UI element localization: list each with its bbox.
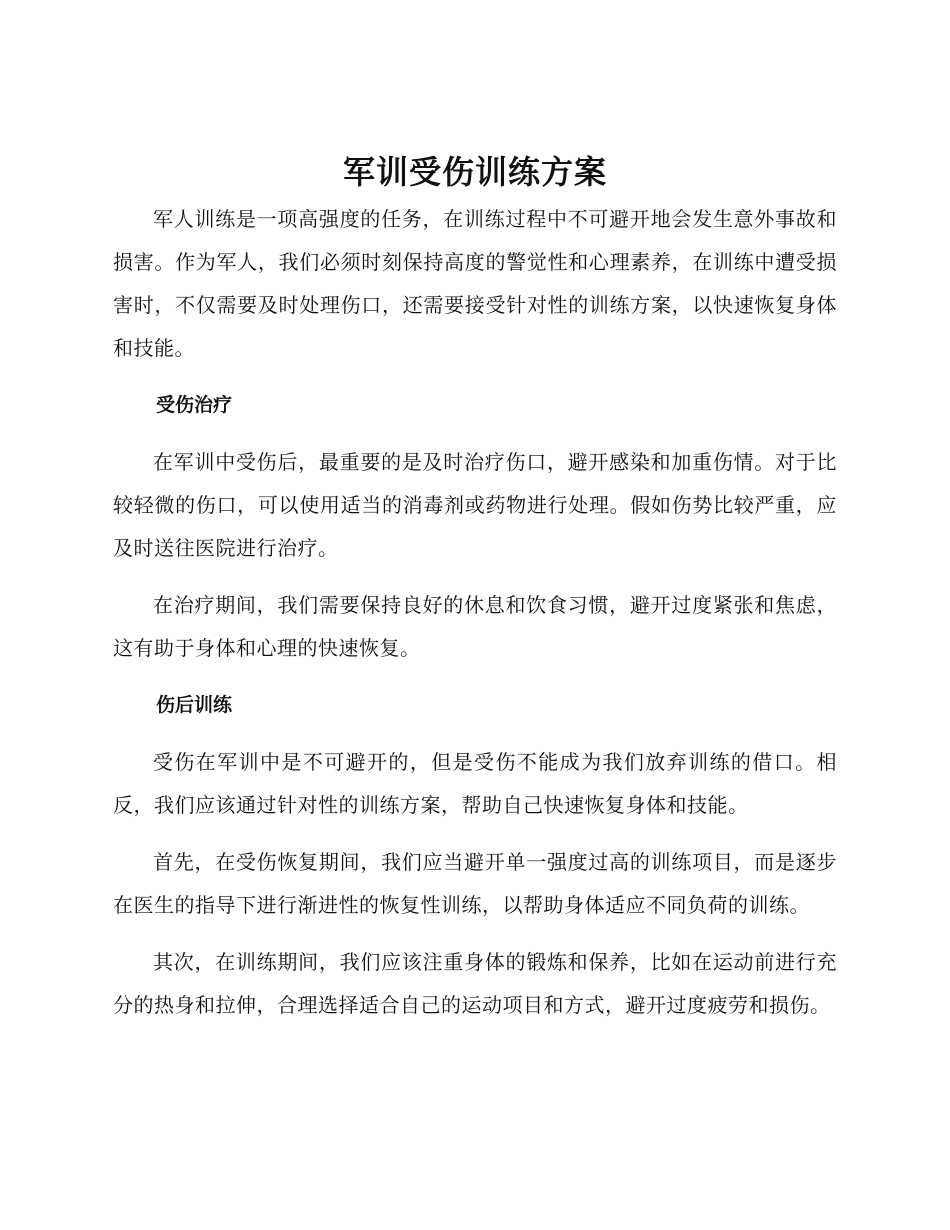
treatment-paragraph-1: 在军训中受伤后，最重要的是及时治疗伤口，避开感染和加重伤情。对于比较轻微的伤口，可以使用适当的消毒剂或药物进行处理。假如伤势比较严重，应及时送往医院进行治疗。 [113, 450, 837, 560]
training-paragraph-3: 其次，在训练期间，我们应该注重身体的锻炼和保养，比如在运动前进行充分的热身和拉伸，合理选择适合自己的运动项目和方式，避开过度疲劳和损伤。 [113, 950, 837, 1017]
section-heading-training: 伤后训练 [156, 694, 233, 716]
training-paragraph-2: 首先，在受伤恢复期间，我们应当避开单一强度过高的训练项目，而是逐步在医生的指导下进行渐进性的恢复性训练，以帮助身体适应不同负荷的训练。 [113, 850, 837, 917]
document-body [113, 198, 837, 1041]
training-paragraph-1: 受伤在军训中是不可避开的，但是受伤不能成为我们放弃训练的借口。相反，我们应该通过针对性的训练方案，帮助自己快速恢复身体和技能。 [113, 750, 837, 817]
treatment-paragraph-2: 在治疗期间，我们需要保持良好的休息和饮食习惯，避开过度紧张和焦虑，这有助于身体和心理的快速恢复。 [113, 593, 837, 660]
section-heading-treatment: 受伤治疗 [156, 394, 233, 416]
document-title: 军训受伤训练方案 [342, 153, 607, 191]
intro-paragraph: 军人训练是一项高强度的任务，在训练过程中不可避开地会发生意外事故和损害。作为军人，我们必须时刻保持高度的警觉性和心理素养，在训练中遭受损害时，不仅需要及时处理伤口，还需要接受针对性的训练方案，以快速恢复身体和技能。 [113, 207, 837, 360]
